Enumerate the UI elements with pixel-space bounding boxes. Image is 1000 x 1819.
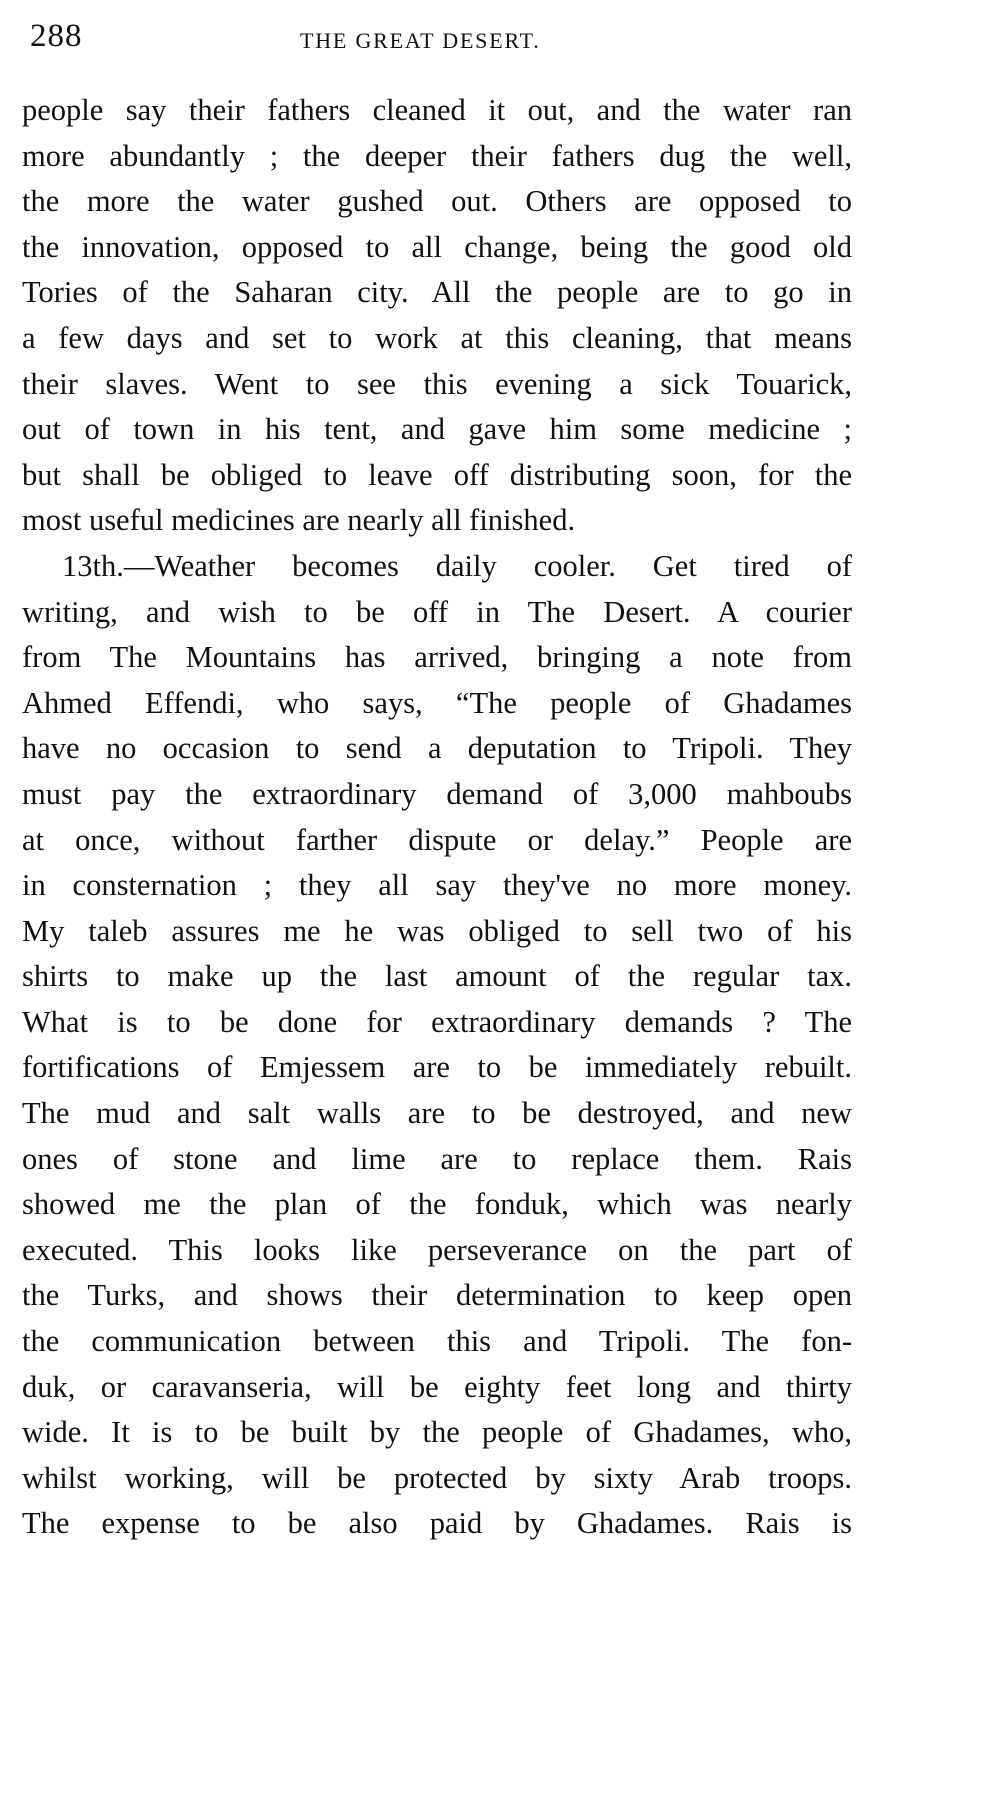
page-header: [30, 18, 850, 58]
text-line: more abundantly ; the deeper their fathers dug the well,: [22, 138, 852, 173]
text-line: in consternation ; they all say they've no more money.: [22, 868, 852, 903]
text-line: showed me the plan of the fonduk, which was nearly: [22, 1187, 852, 1222]
text-line: fortifications of Emjessem are to be immediately rebuilt.: [22, 1050, 852, 1085]
text-line: My taleb assures me he was obliged to sell two of his: [22, 913, 852, 948]
text-line: Tories of the Saharan city. All the people are to go in: [22, 275, 852, 310]
text-line: have no occasion to send a deputation to Tripoli. They: [22, 731, 852, 766]
text-line: out of town in his tent, and gave him some medicine ;: [22, 412, 852, 447]
running-title: THE GREAT DESERT.: [300, 28, 541, 53]
text-line: ones of stone and lime are to replace them. Rais: [22, 1141, 852, 1176]
text-line: wide. It is to be built by the people of Ghadames, who,: [22, 1415, 852, 1450]
text-line: most useful medicines are nearly all finished.: [22, 503, 576, 538]
text-line: a few days and set to work at this cleaning, that means: [22, 320, 852, 355]
paragraph-1: [22, 88, 852, 544]
text-line: Ahmed Effendi, who says, “The people of Ghadames: [22, 685, 852, 720]
text-line: at once, without farther dispute or delay.” People are: [22, 822, 852, 857]
text-line: the Turks, and shows their determination to keep open: [22, 1278, 852, 1313]
text-line: writing, and wish to be off in The Desert. A courier: [22, 594, 852, 629]
text-line: The mud and salt walls are to be destroyed, and new: [22, 1096, 852, 1131]
text-line: their slaves. Went to see this evening a sick Touarick,: [22, 366, 852, 401]
text-line-indented: 13th.—Weather becomes daily cooler. Get tired of: [62, 548, 852, 583]
text-line: duk, or caravanseria, will be eighty feet long and thirty: [22, 1369, 852, 1404]
text-line: the innovation, opposed to all change, being the good old: [22, 229, 852, 264]
text-line: must pay the extraordinary demand of 3,000 mahboubs: [22, 776, 852, 811]
page-number: 288: [30, 18, 83, 54]
paragraph-2: [22, 544, 852, 1547]
text-line: the more the water gushed out. Others are opposed to: [22, 184, 852, 219]
text-line: from The Mountains has arrived, bringing a note from: [22, 640, 852, 675]
text-line: whilst working, will be protected by sixty Arab troops.: [22, 1460, 852, 1495]
text-line: but shall be obliged to leave off distributing soon, for the: [22, 457, 852, 492]
text-line: What is to be done for extraordinary demands ? The: [22, 1004, 852, 1039]
body-text: [22, 88, 852, 1547]
text-line: The expense to be also paid by Ghadames. Rais is: [22, 1506, 852, 1541]
text-line: executed. This looks like perseverance on the part of: [22, 1232, 852, 1267]
text-line: the communication between this and Tripoli. The fon-: [22, 1324, 852, 1359]
text-line: people say their fathers cleaned it out, and the water ran: [22, 93, 852, 127]
text-line: shirts to make up the last amount of the regular tax.: [22, 959, 852, 994]
